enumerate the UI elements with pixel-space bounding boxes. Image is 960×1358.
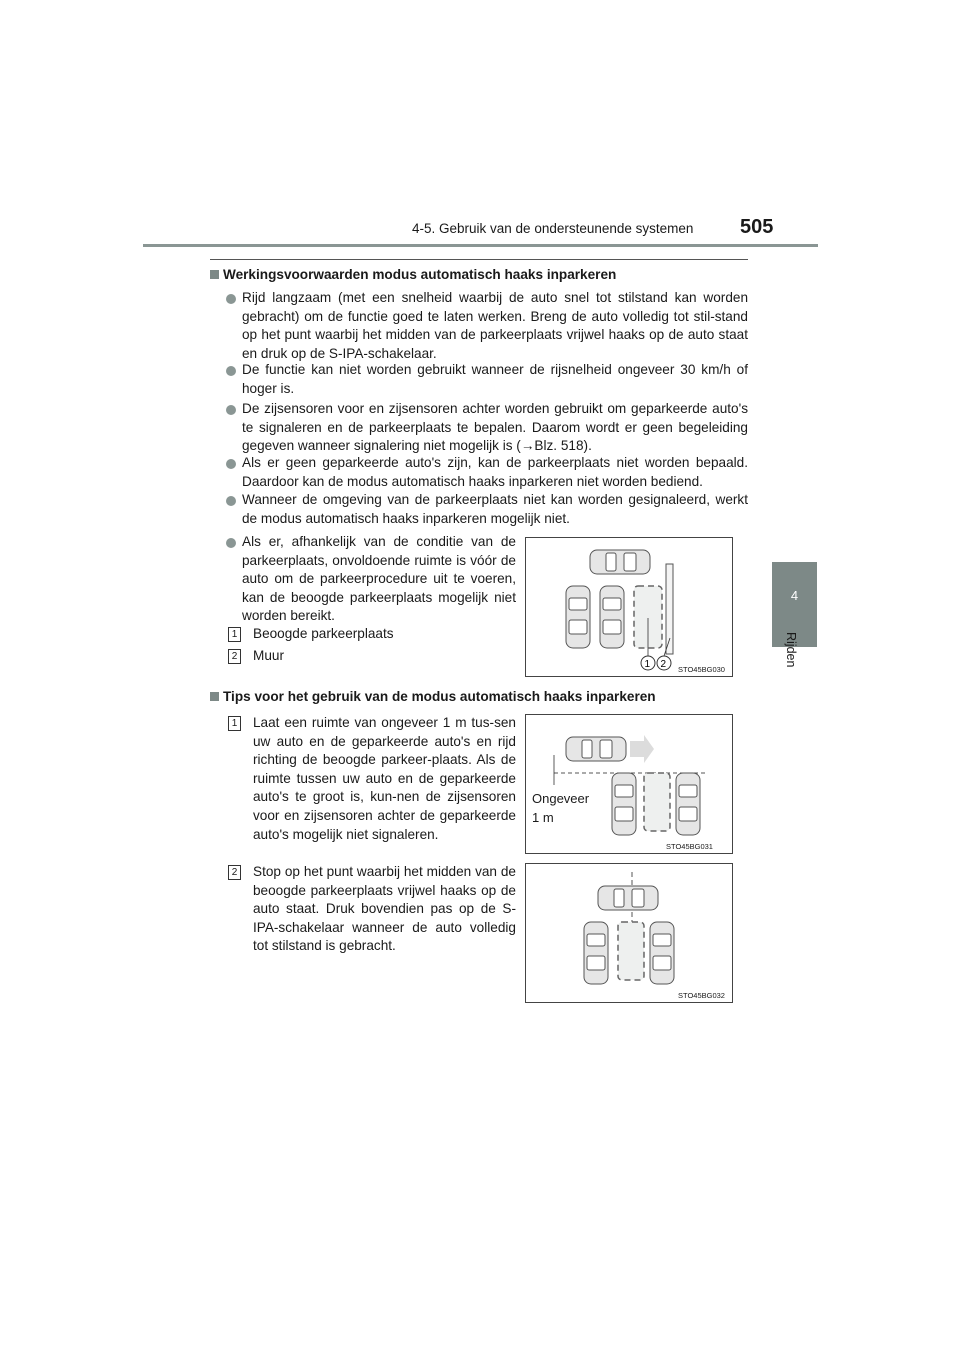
figure-spacing xyxy=(525,714,733,854)
section2-heading: Tips voor het gebruik van de modus automatisch haaks inparkeren xyxy=(210,689,656,704)
distance-label: Ongeveer 1 m xyxy=(532,791,590,825)
section-title: 4-5. Gebruik van de ondersteunende systemen xyxy=(412,221,694,236)
target-space-icon xyxy=(644,773,670,831)
top-divider xyxy=(210,259,748,260)
arrow-right-icon xyxy=(630,735,654,763)
square-bullet-icon xyxy=(210,270,219,279)
car-icon xyxy=(566,586,590,648)
car-icon xyxy=(566,737,626,761)
bullet-dot-icon xyxy=(226,496,236,506)
figure-stop-position xyxy=(525,863,733,1003)
step-number: 2 xyxy=(228,865,241,880)
parking-wall-illustration xyxy=(526,538,732,676)
callout-1-label: 1 xyxy=(644,659,651,670)
spacing-illustration xyxy=(526,715,732,853)
chapter-label: Rijden xyxy=(784,632,798,668)
bullet-dot-icon xyxy=(226,366,236,376)
chapter-label-wrap xyxy=(782,632,800,672)
bullet-text: Als er geen geparkeerde auto's zijn, kan de parkeerplaats niet worden bepaald. Daardoor kan de modus automatisch haaks inparkeren niet worden bediend. xyxy=(242,455,748,489)
bullet-dot-icon xyxy=(226,294,236,304)
bullet-dot-icon xyxy=(226,459,236,469)
chapter-number: 4 xyxy=(790,588,799,603)
bullet-text: De functie kan niet worden gebruikt wanneer de rijsnelheid ongeveer 30 km/h of hoger is. xyxy=(242,362,748,396)
legend-number: 1 xyxy=(228,627,241,642)
figure-caption: STO45BG030 xyxy=(678,665,725,674)
bullet-text: Wanneer de omgeving van de parkeerplaats niet kan worden gesignaleerd, werkt de modus automatisch haaks inparkeren mogelijk niet. xyxy=(242,492,748,526)
car-icon xyxy=(650,922,674,984)
car-icon xyxy=(590,550,650,574)
figure-caption: STO45BG031 xyxy=(666,842,713,851)
bullet-dot-icon xyxy=(226,538,236,548)
stop-position-illustration xyxy=(526,864,732,1002)
legend-label: Beoogde parkeerplaats xyxy=(253,626,394,641)
bullet-dot-icon xyxy=(226,405,236,415)
section1-heading: Werkingsvoorwaarden modus automatisch haaks inparkeren xyxy=(210,267,616,282)
car-icon xyxy=(584,922,608,984)
car-icon xyxy=(612,773,636,835)
bullet-text: De zijsensoren voor en zijsensoren achter worden gebruikt om geparkeerde auto's te signaleren en de parkeerplaats te bepalen. Daarom wordt er geen begeleiding gegeven wanneer signalering niet mogelijk is (→Blz. 518). xyxy=(242,401,748,454)
page-number: 505 xyxy=(740,216,774,238)
callout-2-label: 2 xyxy=(660,659,667,670)
car-icon xyxy=(598,886,658,910)
step-text: Stop op het punt waarbij het midden van de beoogde parkeerplaats vrijwel haaks op de auto staat. Druk bovendien pas op de S-IPA-schakelaar wanneer de auto volledig tot stilstand is gebracht. xyxy=(253,864,516,954)
step-text: Laat een ruimte van ongeveer 1 m tus-sen uw auto en de geparkeerde auto's en rijd richting de beoogde parkeer-plaats. Als de ruimte tussen uw auto en de geparkeerde auto's te groot is, kun-nen de zijsensoren voor en zijsensoren achter de geparkeerde auto's mogelijk niet signaleren. xyxy=(253,715,516,842)
legend-number: 2 xyxy=(228,649,241,664)
bullet-text: Rijd langzaam (met een snelheid waarbij de auto snel tot stilstand kan worden gebracht) om de functie goed te laten werken. Breng de auto volledig tot stil-stand op het punt waarbij het midden van de parkeerplaats vrijwel haaks op de auto staat en druk op de S-IPA-schakelaar. xyxy=(242,290,748,361)
figure-parking-wall xyxy=(525,537,733,677)
legend-label: Muur xyxy=(253,648,284,663)
bullet-text: Als er, afhankelijk van de conditie van de parkeerplaats, onvoldoende ruimte is vóór de auto om de parkeerprocedure uit te voeren, kan de beoogde parkeerplaats mogelijk niet worden bereikt. xyxy=(242,534,516,624)
header-rule xyxy=(143,244,818,247)
square-bullet-icon xyxy=(210,692,219,701)
target-space-icon xyxy=(618,922,644,980)
step-number: 1 xyxy=(228,716,241,731)
car-icon xyxy=(600,586,624,648)
car-icon xyxy=(676,773,700,835)
figure-caption: STO45BG032 xyxy=(678,991,725,1000)
